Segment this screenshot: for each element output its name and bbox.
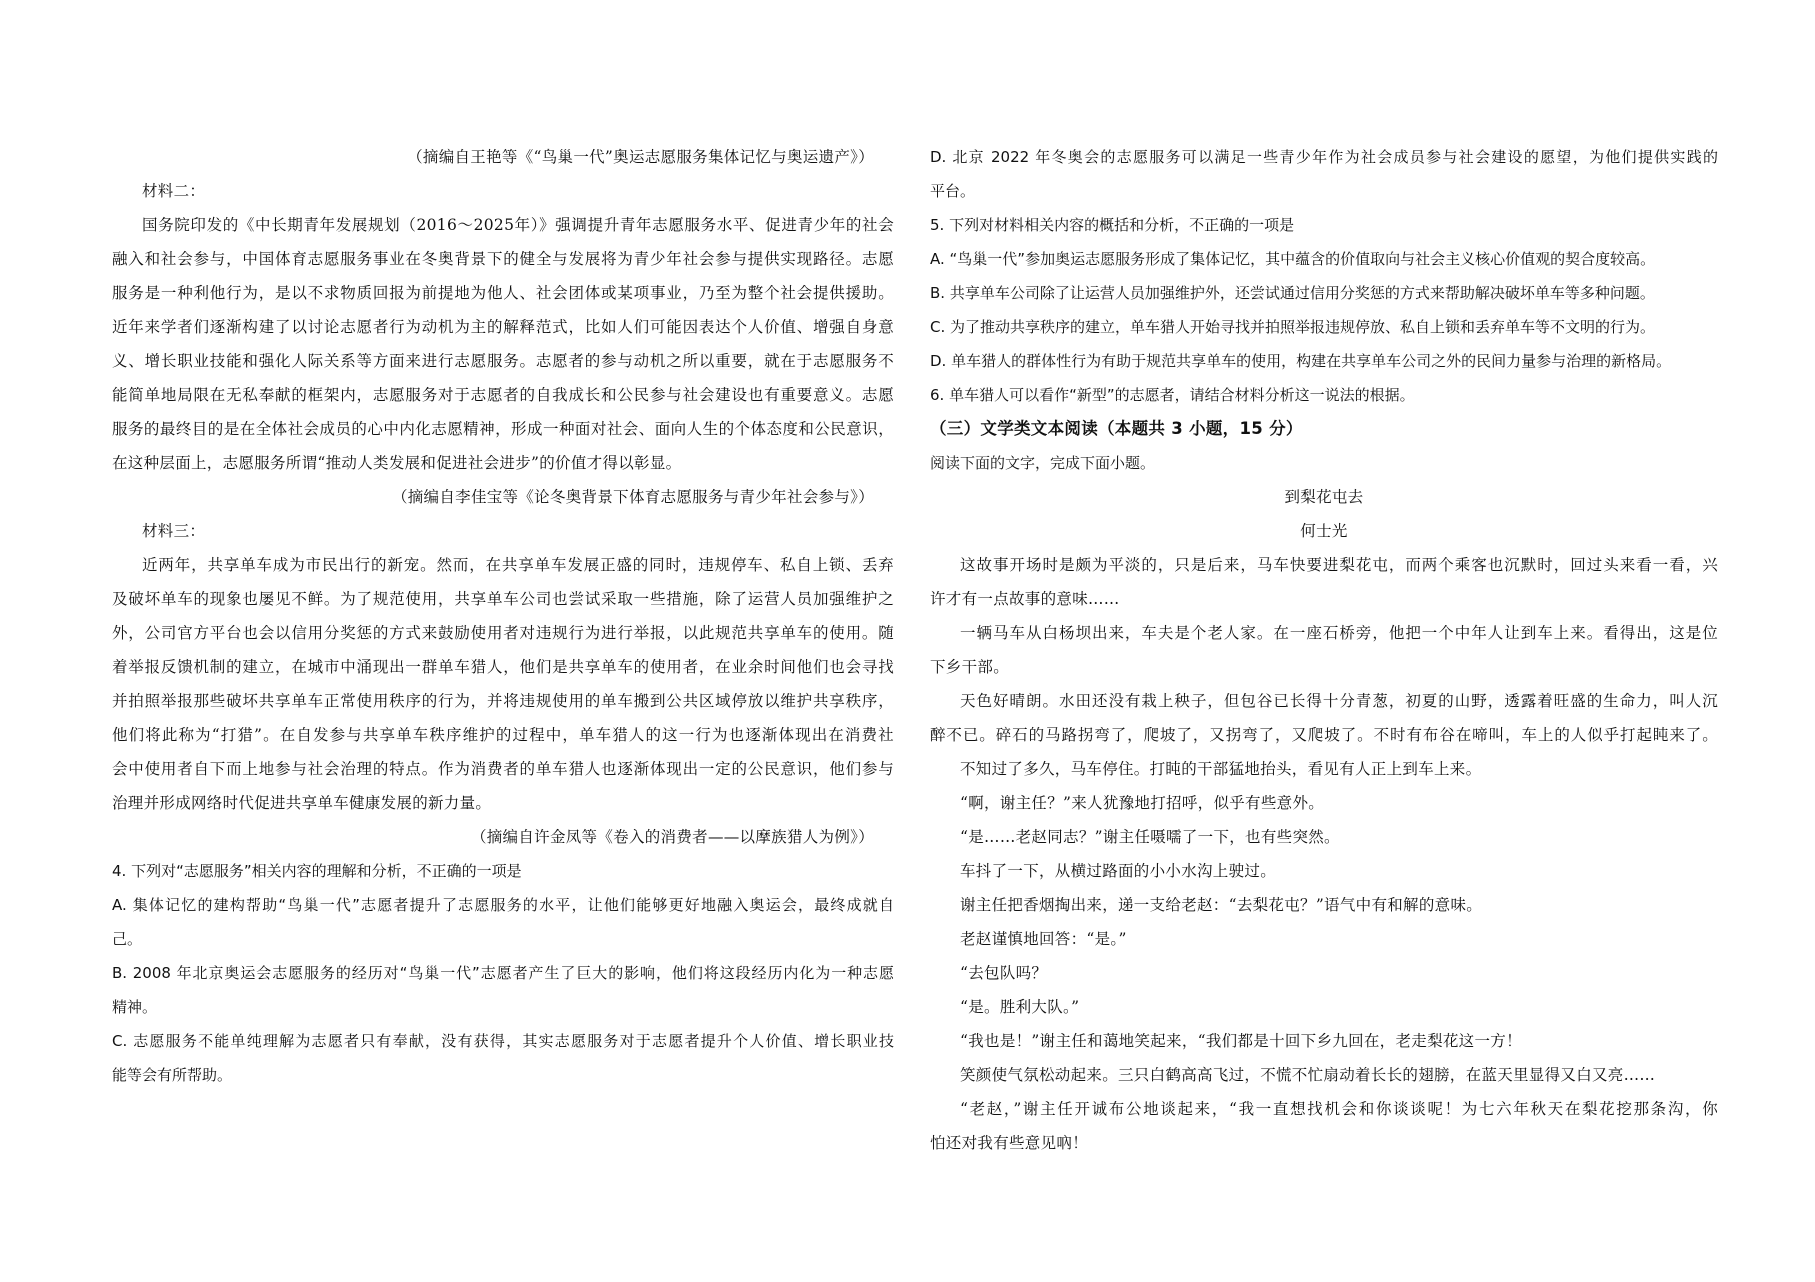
- material-2-paragraph: [112, 208, 894, 480]
- story-line: 笑颜使气氛松动起来。三只白鹤高高飞过，不慌不忙扇动着长长的翅膀，在蓝天里显得又白又亮……: [960, 1066, 1656, 1084]
- paragraph-line: 外，公司官方平台也会以信用分奖惩的方式来鼓励使用者对违规行为进行举报，以此规范共享单车的使用。随: [112, 624, 894, 642]
- story-line: “老赵，”谢主任开诚布公地谈起来，“我一直想找机会和你谈谈呢！为七六年秋天在梨花挖那条沟，你: [960, 1100, 1718, 1118]
- story-line: “是。胜利大队。”: [960, 998, 1080, 1016]
- reading-instruction: 阅读下面的文字，完成下面小题。: [930, 454, 1156, 472]
- material-3-paragraph: [112, 548, 894, 820]
- story-author: 何士光: [1300, 522, 1348, 540]
- story-line: “是……老赵同志？”谢主任嗫嚅了一下，也有些突然。: [960, 828, 1340, 846]
- paragraph-line: 能简单地局限在无私奉献的框架内，志愿服务对于志愿者的自我成长和公民参与社会建设也有重要意义。志愿: [112, 386, 894, 404]
- story-line: 下乡干部。: [930, 658, 1010, 676]
- option-d: D. 北京 2022 年冬奥会的志愿服务可以满足一些青少年作为社会成员参与社会建设的愿望，为他们提供实践的: [930, 148, 1718, 166]
- option-b: B. 共享单车公司除了让运营人员加强维护外，还尝试通过信用分奖惩的方式来帮助解决破坏单车等多种问题。: [930, 284, 1655, 302]
- paragraph-line: 治理并形成网络时代促进共享单车健康发展的新力量。: [112, 794, 492, 812]
- option-c: C. 为了推动共享秩序的建立，单车猎人开始寻找并拍照举报违规停放、私自上锁和丢弃单车等不文明的行为。: [930, 318, 1656, 336]
- paragraph-line: 及破坏单车的现象也屡见不鲜。为了规范使用，共享单车公司也尝试采取一些措施，除了运营人员加强维护之: [112, 590, 894, 608]
- paragraph-line: 融入和社会参与，中国体育志愿服务事业在冬奥背景下的健全与发展将为青少年社会参与提供实现路径。志愿: [112, 250, 894, 268]
- story-line: 车抖了一下，从横过路面的小小水沟上驶过。: [960, 862, 1277, 880]
- paragraph-line: 会中使用者自下而上地参与社会治理的特点。作为消费者的单车猎人也逐渐体现出一定的公民意识，他们参与: [112, 760, 894, 778]
- paragraph-line: 他们将此称为“打猎”。在自发参与共享单车秩序维护的过程中，单车猎人的这一行为也逐渐体现出在消费社: [112, 726, 894, 744]
- story-line: 这故事开场时是颇为平淡的，只是后来，马车快要进梨花屯，而两个乘客也沉默时，回过头来看一看，兴: [960, 556, 1718, 574]
- paragraph-line: 近年来学者们逐渐构建了以讨论志愿者行为动机为主的解释范式，比如人们可能因表达个人价值、增强自身意: [112, 318, 894, 336]
- option-a: A. “鸟巢一代”参加奥运志愿服务形成了集体记忆，其中蕴含的价值取向与社会主义核心价值观的契合度较高。: [930, 250, 1656, 268]
- question-6: 6. 单车猎人可以看作“新型”的志愿者，请结合材料分析这一说法的根据。: [930, 386, 1415, 404]
- question-4: [112, 854, 894, 1092]
- paragraph-line: 着举报反馈机制的建立，在城市中涌现出一群单车猎人，他们是共享单车的使用者，在业余时间他们也会寻找: [112, 658, 894, 676]
- question-stem: 4. 下列对“志愿服务”相关内容的理解和分析，不正确的一项是: [112, 862, 522, 880]
- source-citation: （摘编自王艳等《“鸟巢一代”奥运志愿服务集体记忆与奥运遗产》）: [407, 148, 874, 166]
- story-line: 谢主任把香烟掏出来，递一支给老赵：“去梨花屯？”语气中有和解的意味。: [960, 896, 1483, 914]
- paragraph-line: 近两年，共享单车成为市民出行的新宠。然而，在共享单车发展正盛的同时，违规停车、私自上锁、丢弃: [142, 556, 894, 574]
- story-line: “我也是！”谢主任和蔼地笑起来，“我们都是十回下乡九回在，老走梨花这一方！: [960, 1032, 1522, 1050]
- story-line: “啊，谢主任？”来人犹豫地打招呼，似乎有些意外。: [960, 794, 1325, 812]
- story-title: 到梨花屯去: [1284, 488, 1364, 506]
- story-line: 天色好晴朗。水田还没有栽上秧子，但包谷已长得十分青葱，初夏的山野，透露着旺盛的生命力，叫人沉: [960, 692, 1718, 710]
- option-c-cont: 能等会有所帮助。: [112, 1066, 233, 1084]
- option-c: C. 志愿服务不能单纯理解为志愿者只有奉献，没有获得，其实志愿服务对于志愿者提升个人价值、增长职业技: [112, 1032, 894, 1050]
- question-stem: 5. 下列对材料相关内容的概括和分析，不正确的一项是: [930, 216, 1295, 234]
- material-heading: 材料三：: [142, 522, 206, 540]
- story-line: 一辆马车从白杨坝出来，车夫是个老人家。在一座石桥旁，他把一个中年人让到车上来。看得出，这是位: [960, 624, 1718, 642]
- question-5: [930, 208, 1718, 378]
- paragraph-line: 并拍照举报那些破坏共享单车正常使用秩序的行为，并将违规使用的单车搬到公共区域停放以维护共享秩序，: [112, 692, 894, 710]
- story-line: 许才有一点故事的意味……: [930, 590, 1120, 608]
- story-body: [930, 548, 1718, 1160]
- left-column: [112, 140, 894, 1092]
- question-4-option-d: [930, 140, 1718, 208]
- paragraph-line: 义、增长职业技能和强化人际关系等方面来进行志愿服务。志愿者的参与动机之所以重要，就在于志愿服务不: [112, 352, 894, 370]
- option-a: A. 集体记忆的建构帮助“鸟巢一代”志愿者提升了志愿服务的水平，让他们能够更好地融入奥运会，最终成就自: [112, 896, 894, 914]
- option-d: D. 单车猎人的群体性行为有助于规范共享单车的使用，构建在共享单车公司之外的民间力量参与治理的新格局。: [930, 352, 1672, 370]
- option-b: B. 2008 年北京奥运会志愿服务的经历对“鸟巢一代”志愿者产生了巨大的影响，他们将这段经历内化为一种志愿: [112, 964, 894, 982]
- story-line: 醉不已。碎石的马路拐弯了，爬坡了，又拐弯了，又爬坡了。不时有布谷在啼叫，车上的人似乎打起盹来了。: [930, 726, 1718, 744]
- option-d-cont: 平台。: [930, 182, 976, 200]
- story-line: 不知过了多久，马车停住。打盹的干部猛地抬头，看见有人正上到车上来。: [960, 760, 1482, 778]
- paragraph-line: 服务的最终目的是在全体社会成员的心中内化志愿精神，形成一种面对社会、面向人生的个体态度和公民意识，: [112, 420, 894, 438]
- source-citation: （摘编自李佳宝等《论冬奥背景下体育志愿服务与青少年社会参与》）: [391, 488, 874, 506]
- option-b-cont: 精神。: [112, 998, 158, 1016]
- source-citation: （摘编自许金凤等《卷入的消费者——以摩族猎人为例》）: [470, 828, 874, 846]
- paragraph-line: 服务是一种利他行为，是以不求物质回报为前提地为他人、社会团体或某项事业，乃至为整个社会提供援助。: [112, 284, 894, 302]
- material-heading: 材料二：: [142, 182, 206, 200]
- story-line: 怕还对我有些意见吶！: [930, 1134, 1089, 1152]
- story-line: 老赵谨慎地回答：“是。”: [960, 930, 1127, 948]
- story-line: “去包队吗？: [960, 964, 1048, 982]
- paragraph-line: 国务院印发的《中长期青年发展规划（2016～2025年）》强调提升青年志愿服务水平、促进青少年的社会: [142, 216, 894, 234]
- right-column: [930, 140, 1718, 1160]
- paragraph-line: 在这种层面上，志愿服务所谓“推动人类发展和促进社会进步”的价值才得以彰显。: [112, 454, 682, 472]
- option-a-cont: 己。: [112, 930, 143, 948]
- section-heading: （三）文学类文本阅读（本题共 3 小题，15 分）: [930, 419, 1303, 438]
